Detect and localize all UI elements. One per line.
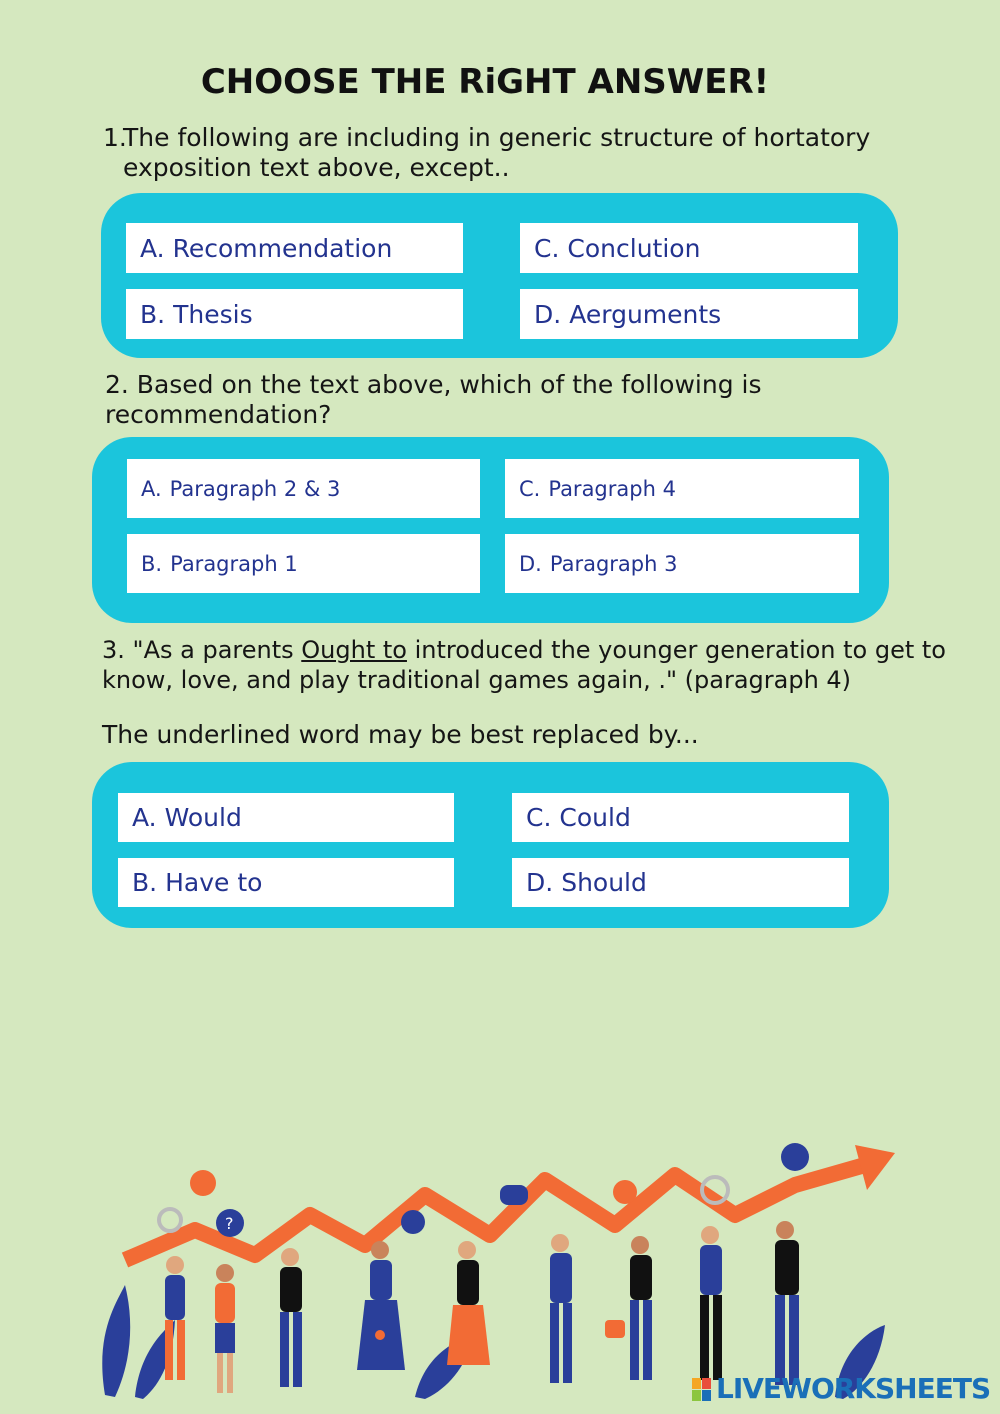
q1-option-a[interactable] xyxy=(126,223,463,273)
globe-icon xyxy=(781,1143,809,1171)
option-text: Would xyxy=(164,803,242,832)
person-figure xyxy=(605,1236,652,1380)
option-text: Paragraph 4 xyxy=(548,476,676,501)
q3-option-d[interactable] xyxy=(512,858,849,907)
underlined-phrase: Ought to xyxy=(301,636,407,664)
globe-icon xyxy=(401,1210,425,1234)
worksheet-title: CHOOSE THE RiGHT ANSWER! xyxy=(200,62,770,102)
option-letter: A. xyxy=(140,233,165,263)
question-2-options-panel xyxy=(92,437,889,623)
option-letter: C. xyxy=(526,803,552,832)
option-letter: B. xyxy=(132,868,158,897)
question-3-suffix: introduced the younger generation to get to know, love, and play traditional games again, ." (paragraph 4) xyxy=(102,636,946,694)
option-letter: B. xyxy=(140,299,166,329)
option-letter: C. xyxy=(519,476,541,501)
option-text: Could xyxy=(559,803,631,832)
arrow-head-icon xyxy=(855,1145,895,1190)
person-figure xyxy=(775,1221,799,1385)
option-text: Paragraph 1 xyxy=(170,551,298,576)
option-letter: D. xyxy=(519,551,542,576)
brand-logo-icon xyxy=(692,1378,712,1402)
question-3-prefix: 3. "As a parents xyxy=(102,636,302,664)
question-3-text xyxy=(102,635,982,695)
option-text: Have to xyxy=(165,868,263,897)
option-text: Recommendation xyxy=(172,233,393,263)
person-figure xyxy=(215,1264,235,1393)
option-text: Aerguments xyxy=(569,299,722,329)
q1-option-d[interactable] xyxy=(520,289,858,339)
person-figure xyxy=(165,1256,185,1380)
person-figure xyxy=(550,1234,572,1383)
option-text: Conclution xyxy=(567,233,701,263)
option-letter: A. xyxy=(132,803,157,832)
person-figure xyxy=(700,1226,722,1380)
chart-bubble-icon xyxy=(190,1170,216,1196)
option-text: Should xyxy=(561,868,647,897)
q1-option-b[interactable] xyxy=(126,289,463,339)
question-1-number: 1. xyxy=(103,123,127,152)
option-letter: C. xyxy=(534,233,560,263)
svg-text:?: ? xyxy=(225,1214,234,1233)
globe-icon xyxy=(613,1180,637,1204)
q2-option-a[interactable] xyxy=(127,459,480,518)
person-figure xyxy=(357,1241,405,1370)
q3-option-b[interactable] xyxy=(118,858,454,907)
option-letter: B. xyxy=(141,551,163,576)
chat-bubble-icon xyxy=(500,1185,528,1205)
option-text: Paragraph 3 xyxy=(549,551,678,576)
option-letter: D. xyxy=(526,868,554,897)
q1-option-c[interactable] xyxy=(520,223,858,273)
q3-option-a[interactable] xyxy=(118,793,454,842)
gear-icon xyxy=(159,1209,181,1231)
q2-option-b[interactable] xyxy=(127,534,480,593)
person-figure xyxy=(280,1248,302,1387)
option-text: Thesis xyxy=(173,299,253,329)
leaf-icon xyxy=(102,1285,130,1397)
q3-option-c[interactable] xyxy=(512,793,849,842)
question-1-text: The following are including in generic structure of hortatory exposition text above, except.. xyxy=(123,123,871,182)
person-figure xyxy=(447,1241,490,1365)
q2-option-d[interactable] xyxy=(505,534,859,593)
q2-option-c[interactable] xyxy=(505,459,859,518)
question-1-options-panel xyxy=(101,193,898,358)
option-letter: A. xyxy=(141,476,162,501)
teamwork-growth-illustration xyxy=(95,1135,905,1405)
question-2-text: 2. Based on the text above, which of the following is recommendation? xyxy=(105,370,762,429)
option-text: Paragraph 2 & 3 xyxy=(169,476,341,501)
question-3-options-panel xyxy=(92,762,889,928)
question-3-instruction: The underlined word may be best replaced by... xyxy=(102,720,699,749)
option-letter: D. xyxy=(534,299,562,329)
brand-watermark: LIVEWORKSHEETS xyxy=(716,1372,991,1405)
